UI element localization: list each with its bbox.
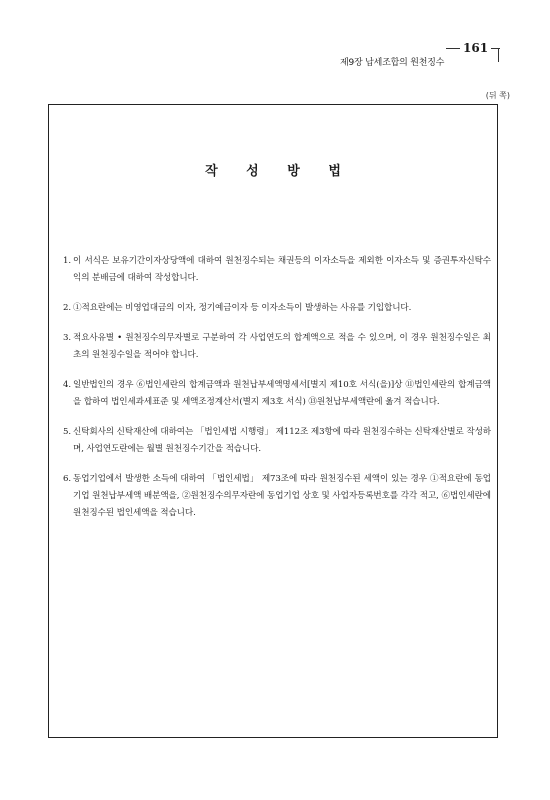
instruction-number: 5. — [63, 427, 71, 437]
chapter-title: 제9장 납세조합의 원천징수 — [340, 58, 445, 68]
form-title: 작 성 방 법 — [205, 164, 353, 179]
instruction-item — [63, 300, 491, 317]
instruction-text: 동업기업에서 발생한 소득에 대하여 「법인세법」 제73조에 따라 원천징수된 세액이 있는 경우 ①적요란에 동업기업 원천납부세액 배분액을, ②원천징수의무자란에 동업기업 상호 및 사업자등록번호를 각각 적고, ⑥법인세란에 원천징수된 법인세액을 적습니다. — [73, 474, 491, 518]
instruction-number: 6. — [63, 474, 71, 484]
instruction-item — [63, 377, 491, 411]
instruction-item — [63, 253, 491, 287]
header-bracket — [498, 48, 499, 62]
page-header — [300, 38, 510, 68]
instruction-text: 신탁회사의 신탁재산에 대하여는 「법인세법 시행령」 제112조 제3항에 따라 원천징수하는 신탁재산별로 작성하며, 사업연도란에는 월별 원천징수기간을 적습니다. — [73, 427, 491, 454]
instruction-number: 2. — [63, 303, 71, 313]
instruction-text: 적요사유별 • 원천징수의무자별로 구분하여 각 사업연도의 합계액으로 적을 수 있으며, 이 경우 원천징수일은 최초의 원천징수일을 적어야 합니다. — [73, 333, 491, 360]
instruction-item — [63, 424, 491, 458]
page-number: 161 — [460, 41, 491, 55]
back-side-label: (뒤 쪽) — [485, 91, 510, 100]
instruction-item — [63, 471, 491, 522]
instruction-text: ①적요란에는 비영업대금의 이자, 정기예금이자 등 이자소득이 발생하는 사유를 기입합니다. — [73, 303, 412, 313]
instruction-text: 이 서식은 보유기간이자상당액에 대하여 원천징수되는 채권등의 이자소득을 제외한 이자소득 및 증권투자신탁수익의 분배금에 대하여 작성합니다. — [73, 256, 491, 283]
instruction-number: 4. — [63, 380, 71, 390]
instruction-text: 일반법인의 경우 ⑥법인세란의 합계금액과 원천납부세액명세서[별지 제10호 서식(을)]상 ⑪법인세란의 합계금액을 합하여 법인세과세표준 및 세액조정계산서(별지 제3호 서식) ⑬원천납부세액란에 옮겨 적습니다. — [73, 380, 491, 407]
form-instructions-box — [48, 104, 498, 738]
instruction-number: 3. — [63, 333, 71, 343]
instruction-item — [63, 330, 491, 364]
instruction-number: 1. — [63, 256, 71, 266]
instruction-list — [63, 253, 491, 535]
